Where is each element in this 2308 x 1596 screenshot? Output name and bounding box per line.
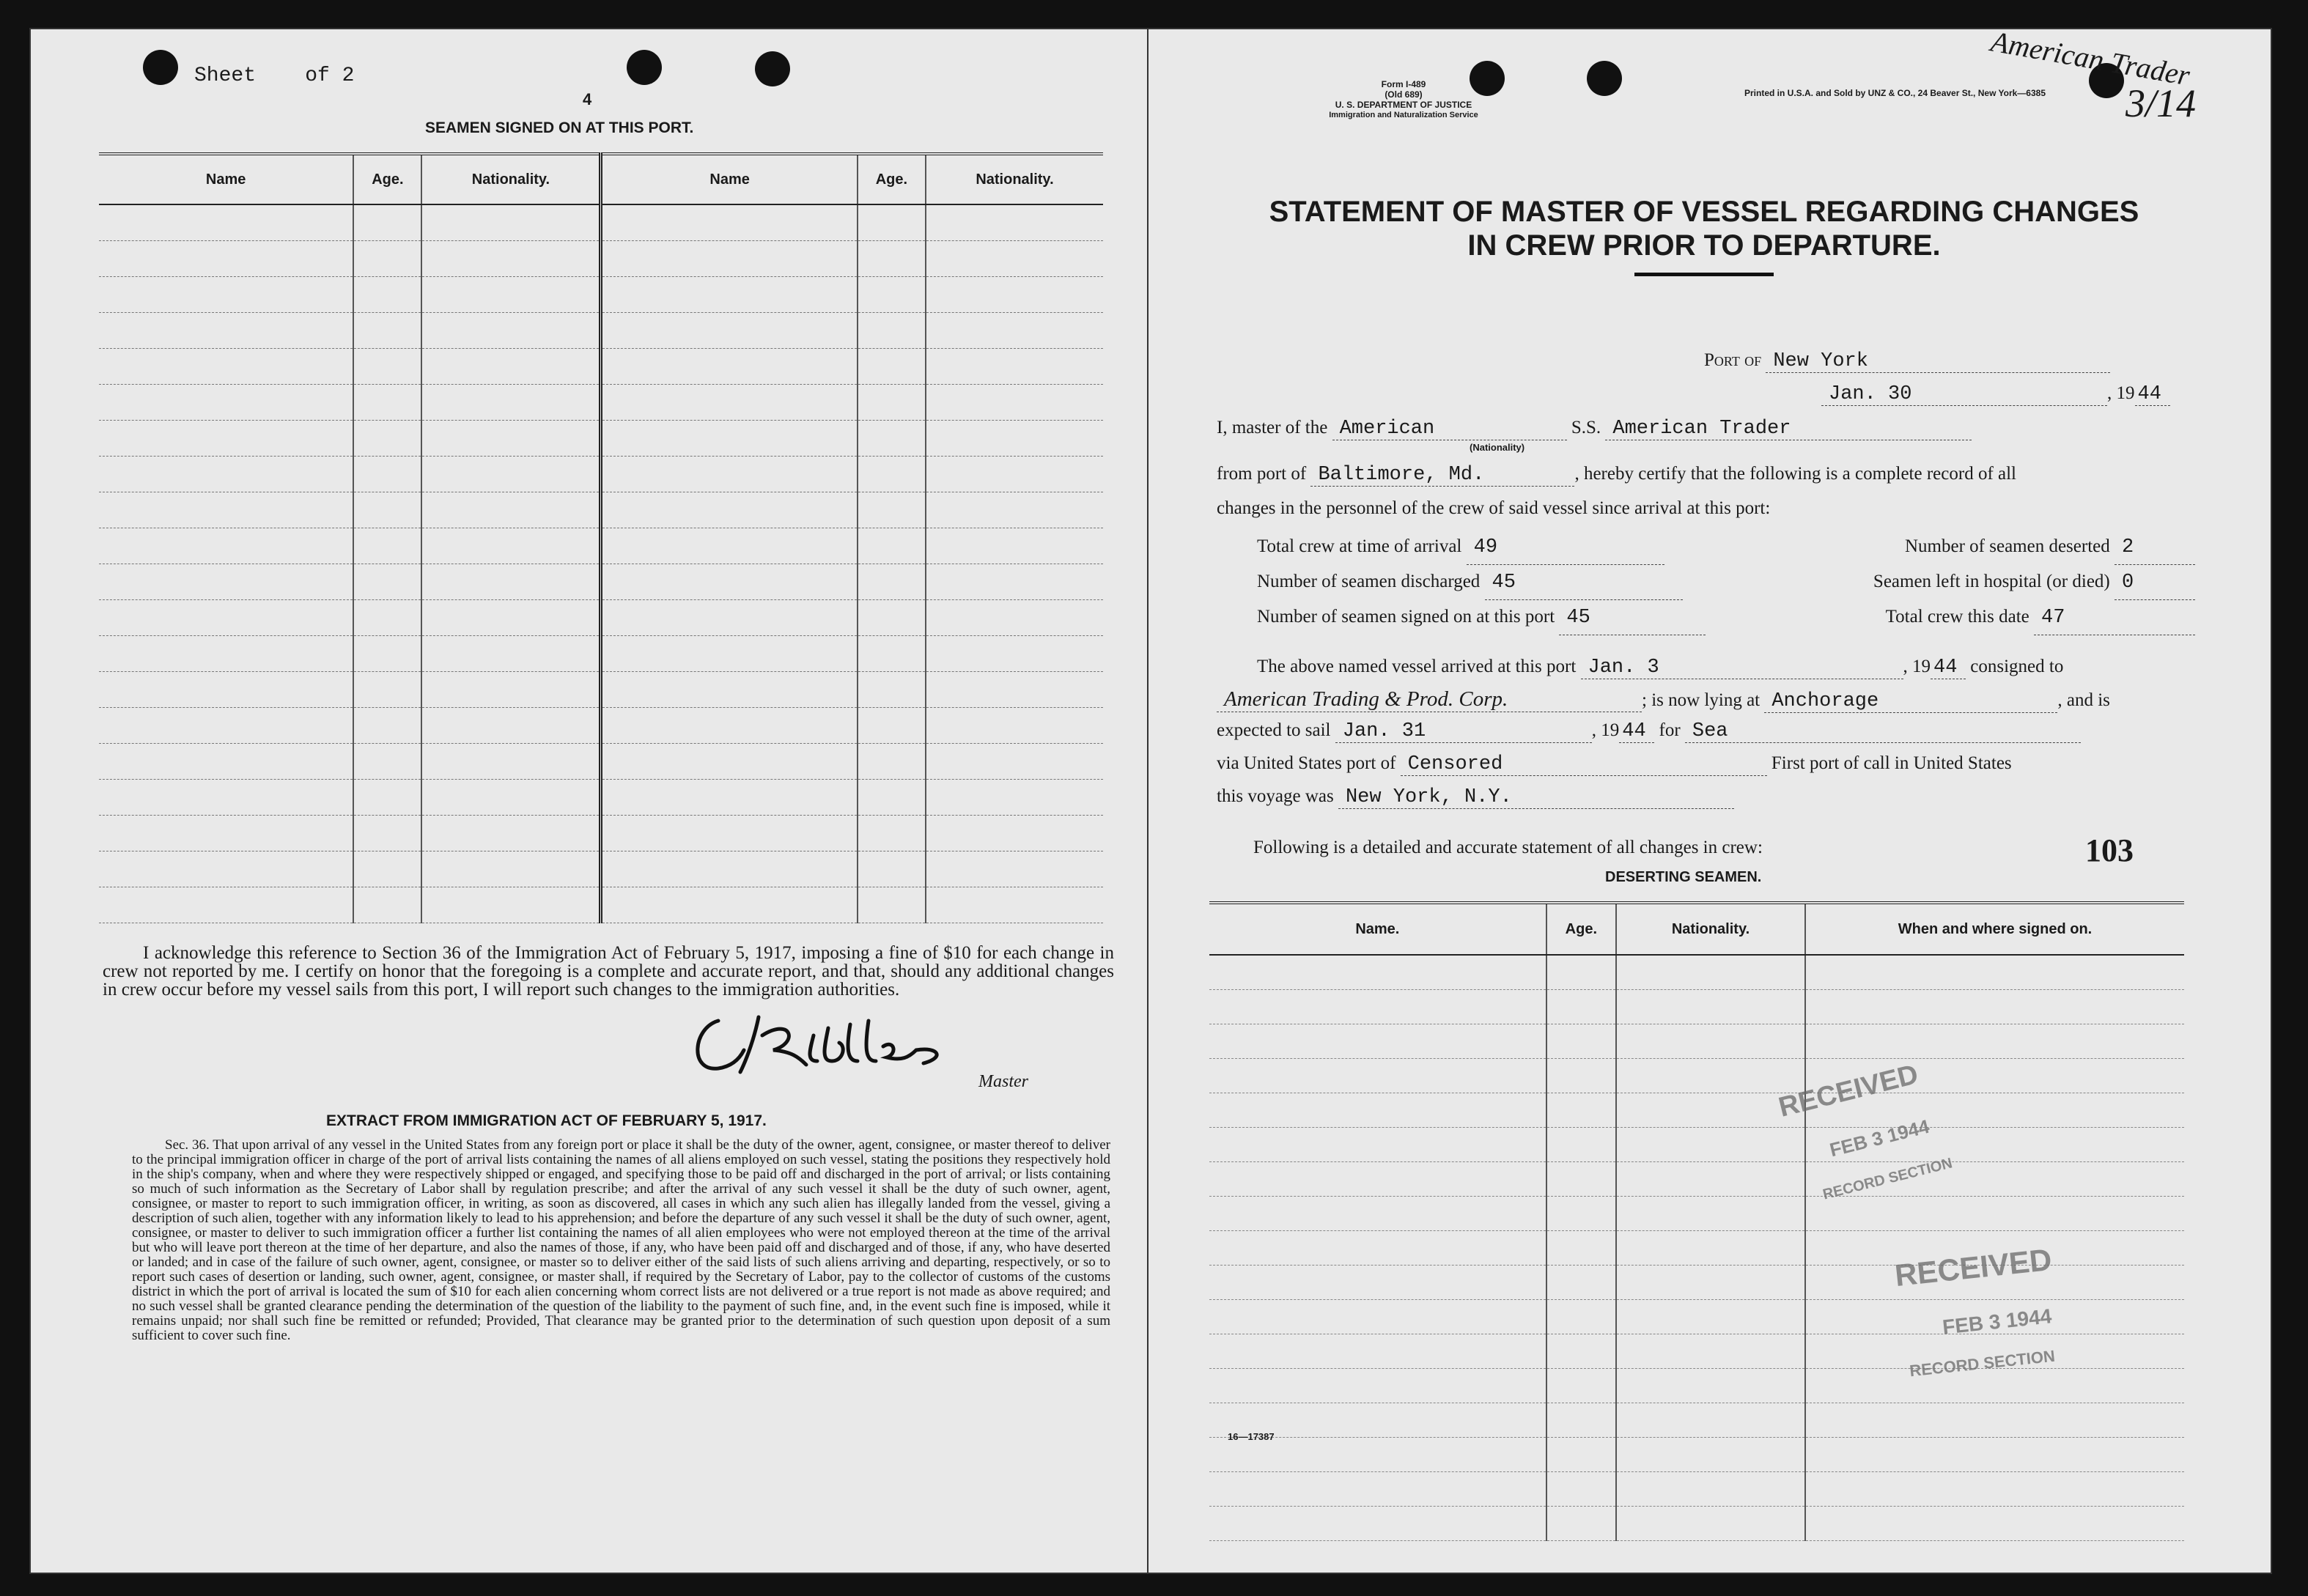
seaman-age <box>858 528 926 564</box>
seaman-name <box>601 241 858 277</box>
table-row <box>1209 1472 2184 1507</box>
page-number: 4 <box>583 90 592 108</box>
seaman-nationality <box>926 780 1103 816</box>
deserter-age <box>1546 1024 1616 1059</box>
consignee-line: American Trading & Prod. Corp. ; is now lying at Anchorage , and is <box>1217 687 2110 713</box>
received-stamp-date: FEB 3 1944 <box>1941 1304 2053 1339</box>
seaman-age <box>858 672 926 708</box>
seaman-age <box>858 457 926 492</box>
table-row <box>1209 1024 2184 1059</box>
deserting-seamen-table <box>1209 901 2184 1541</box>
seaman-nationality <box>421 636 601 672</box>
left-page <box>29 28 1151 1574</box>
seaman-name <box>99 241 353 277</box>
seaman-nationality <box>421 385 601 421</box>
table-row <box>99 313 1103 349</box>
deserter-nationality <box>1616 1403 1805 1438</box>
deserter-name <box>1209 1024 1546 1059</box>
seaman-name <box>601 313 858 349</box>
punch-hole <box>1587 61 1622 96</box>
deserter-name <box>1209 1369 1546 1403</box>
table-row <box>1209 1403 2184 1438</box>
deserter-age <box>1546 1369 1616 1403</box>
deserter-name <box>1209 1162 1546 1197</box>
seaman-name <box>601 887 858 923</box>
seaman-name <box>601 744 858 780</box>
table-row <box>99 277 1103 313</box>
deserter-name <box>1209 1231 1546 1266</box>
page-number-stamp: 103 <box>2085 832 2134 868</box>
seaman-nationality <box>926 600 1103 636</box>
seaman-nationality <box>421 887 601 923</box>
seaman-age <box>858 708 926 744</box>
deserter-nationality <box>1616 1059 1805 1093</box>
deserter-age <box>1546 1403 1616 1438</box>
deserter-nationality <box>1616 990 1805 1024</box>
extract-text: Sec. 36. That upon arrival of any vessel in the United States from any foreign port or place it shall be the duty of the owner, agent, consignee, or master thereof to deliver to the principal immigration officer in charge of the port of arrival lists containing the names of all aliens employed on such vessel, stating the positions they respectively hold in the ship's company, when and where they were respectively shipped or engaged, and specifying those to be paid off and discharged in the port of arrival; or lists containing so much of such information as the Secretary of Labor shall by regulation prescribe; and after the arrival of any such vessel it shall be the duty of such owner, agent, consignee, or master to report to such immigration officer, in writing, as soon as discovered, all cases in which any such alien has illegally landed from the vessel, giving a description of such alien, together with any information likely to lead to his apprehension; and before the departure of any such vessel it shall be the duty of such owner, agent, consignee, or master to deliver to such immigration officer a further list containing the names of all alien employees who were not employed thereon at the time of the arrival but who will leave port thereon at the time of her departure, and also the names of those, if any, who have been paid off and discharged and of those, if any, who have deserted or landed; and in case of the failure of such owner, agent, consignee, or master so to deliver either of the said lists of such aliens arriving and departing, respectively, or so to report such cases of desertion or landing, such owner, agent, consignee, or master shall, if required by the Secretary of Labor, pay to the collector of customs of the customs district in which the port of arrival is located the sum of $10 for each alien concerning whom correct lists are not delivered or a true report is not made as above required; and no such vessel shall be granted clearance pending the determination of the question of the liability to the payment of such fine, and, in the event such fine is imposed, while it remains unpaid; nor shall such fine be remitted or refunded; Provided, That clearance may be granted prior to the determination of such question upon deposit of a sum sufficient to cover such fine. <box>132 1137 1110 1343</box>
seaman-nationality <box>421 349 601 385</box>
table-row <box>99 708 1103 744</box>
deserter-signed-on <box>1805 1507 2184 1541</box>
seaman-nationality <box>421 492 601 528</box>
deserter-signed-on <box>1805 1438 2184 1472</box>
deserter-nationality <box>1616 1128 1805 1162</box>
seaman-nationality <box>926 349 1103 385</box>
seaman-nationality <box>421 241 601 277</box>
seaman-name <box>601 349 858 385</box>
table-row <box>99 492 1103 528</box>
seaman-name <box>601 564 858 600</box>
deserter-name <box>1209 1438 1546 1472</box>
table-row <box>99 636 1103 672</box>
seaman-name <box>99 887 353 923</box>
deserter-age <box>1546 1472 1616 1507</box>
seaman-age <box>353 492 421 528</box>
table-row <box>1209 955 2184 990</box>
seaman-name <box>601 636 858 672</box>
received-stamp: RECEIVED <box>1775 1059 1922 1123</box>
seaman-age <box>353 816 421 851</box>
col-header-name: Name <box>99 154 353 204</box>
table-row <box>1209 1059 2184 1093</box>
seaman-name <box>601 851 858 887</box>
seaman-age <box>353 204 421 241</box>
seaman-age <box>353 672 421 708</box>
table-row <box>99 564 1103 600</box>
col-header-nationality: Nationality. <box>926 154 1103 204</box>
seaman-nationality <box>421 744 601 780</box>
seaman-age <box>858 492 926 528</box>
deserter-age <box>1546 1334 1616 1369</box>
seaman-age <box>353 528 421 564</box>
table-row <box>1209 1093 2184 1128</box>
seaman-name <box>99 313 353 349</box>
crew-counts: Total crew at time of arrival 49 Number of seamen deserted 2 Number of seamen discharged 45 Seamen left in hospital (or died) 0 Number of seamen signed on at this port 45 Total crew this date 47 <box>1257 530 2195 635</box>
seaman-name <box>601 708 858 744</box>
col-header-age: Age. <box>1546 903 1616 955</box>
deserter-nationality <box>1616 1231 1805 1266</box>
corner-handwriting: American Trader <box>1988 24 2193 92</box>
seaman-age <box>353 708 421 744</box>
seaman-name <box>99 277 353 313</box>
seamen-signed-on-table <box>99 152 1103 923</box>
seaman-nationality <box>421 564 601 600</box>
seaman-nationality <box>926 708 1103 744</box>
acknowledgement-text: I acknowledge this reference to Section 36 of the Immigration Act of February 5, 1917, imposing a fine of $10 for each change in crew not reported by me. I certify on honor that the foregoing is a complete and accurate report, and that, should any additional changes in crew occur before my vessel sails from this port, I will report such changes to the immigration authorities. <box>103 943 1114 1000</box>
deserter-name <box>1209 1300 1546 1334</box>
seaman-nationality <box>421 708 601 744</box>
received-stamp: RECEIVED <box>1893 1241 2054 1293</box>
seaman-age <box>353 636 421 672</box>
seaman-age <box>858 564 926 600</box>
col-header-when-where: When and where signed on. <box>1805 903 2184 955</box>
seaman-nationality <box>421 816 601 851</box>
seaman-nationality <box>926 241 1103 277</box>
seaman-nationality <box>421 457 601 492</box>
seaman-name <box>99 385 353 421</box>
corner-number: 3/14 <box>2126 81 2197 125</box>
deserter-name <box>1209 1059 1546 1093</box>
deserter-nationality <box>1616 1507 1805 1541</box>
seaman-age <box>858 241 926 277</box>
seaman-nationality <box>926 744 1103 780</box>
deserter-signed-on <box>1805 1369 2184 1403</box>
seaman-age <box>353 564 421 600</box>
seaman-age <box>858 277 926 313</box>
table-row <box>99 672 1103 708</box>
seaman-nationality <box>926 672 1103 708</box>
seaman-age <box>353 851 421 887</box>
table-row <box>99 600 1103 636</box>
seaman-age <box>858 349 926 385</box>
deserter-signed-on <box>1805 1472 2184 1507</box>
received-stamp-sub: RECORD SECTION <box>1909 1346 2056 1381</box>
seaman-age <box>858 636 926 672</box>
seaman-age <box>858 744 926 780</box>
deserter-age <box>1546 1507 1616 1541</box>
table-row <box>99 349 1103 385</box>
port-of-line: Port of New York <box>1704 350 2110 373</box>
table-row <box>99 851 1103 887</box>
table-row <box>99 816 1103 851</box>
deserter-name <box>1209 1128 1546 1162</box>
col-header-age: Age. <box>858 154 926 204</box>
seaman-name <box>99 492 353 528</box>
changes-line: changes in the personnel of the crew of said vessel since arrival at this port: <box>1217 498 1771 518</box>
deserter-name <box>1209 1197 1546 1231</box>
deserter-name <box>1209 1266 1546 1300</box>
seaman-name <box>99 672 353 708</box>
title-rule <box>1634 273 1774 276</box>
deserter-signed-on <box>1805 990 2184 1024</box>
seaman-age <box>353 457 421 492</box>
seaman-age <box>353 313 421 349</box>
deserter-nationality <box>1616 1369 1805 1403</box>
seaman-nationality <box>926 636 1103 672</box>
from-port-line: from port of Baltimore, Md. , hereby certify that the following is a complete record of all <box>1217 464 2017 486</box>
deserter-name <box>1209 1507 1546 1541</box>
table-row <box>99 528 1103 564</box>
deserter-nationality <box>1616 955 1805 990</box>
table-row <box>99 780 1103 816</box>
footer-code: 16—17387 <box>1228 1431 1275 1442</box>
table-row <box>1209 1197 2184 1231</box>
deserter-name <box>1209 1334 1546 1369</box>
table-row <box>99 204 1103 241</box>
seaman-nationality <box>926 816 1103 851</box>
seaman-name <box>601 528 858 564</box>
seaman-nationality <box>926 492 1103 528</box>
punch-hole <box>627 50 662 85</box>
deserter-name <box>1209 1472 1546 1507</box>
seaman-name <box>601 457 858 492</box>
deserter-age <box>1546 1197 1616 1231</box>
seaman-age <box>858 204 926 241</box>
seaman-name <box>99 564 353 600</box>
deserter-signed-on <box>1805 1024 2184 1059</box>
deserter-nationality <box>1616 1334 1805 1369</box>
seaman-age <box>353 385 421 421</box>
seaman-age <box>858 385 926 421</box>
seaman-name <box>601 492 858 528</box>
seaman-nationality <box>421 600 601 636</box>
col-header-nationality: Nationality. <box>1616 903 1805 955</box>
seaman-nationality <box>926 385 1103 421</box>
sheet-indicator: Sheet of 2 <box>194 64 355 87</box>
master-signature <box>689 1006 967 1087</box>
printer-note: Printed in U.S.A. and Sold by UNZ & CO., 24 Beaver St., New York—6385 <box>1744 88 2046 98</box>
right-page <box>1147 24 2272 1574</box>
seaman-age <box>353 780 421 816</box>
seaman-nationality <box>421 277 601 313</box>
deserter-name <box>1209 990 1546 1024</box>
seaman-nationality <box>926 887 1103 923</box>
date-line: Jan. 30 , 19 44 <box>1821 383 2170 406</box>
seaman-name <box>99 708 353 744</box>
received-stamp-date: FEB 3 1944 <box>1827 1115 1932 1161</box>
voyage-line: this voyage was New York, N.Y. <box>1217 786 1734 809</box>
deserter-age <box>1546 1438 1616 1472</box>
seaman-name <box>99 816 353 851</box>
table-row <box>1209 1162 2184 1197</box>
table-row <box>99 385 1103 421</box>
deserter-name <box>1209 1093 1546 1128</box>
col-header-age: Age. <box>353 154 421 204</box>
deserting-title: DESERTING SEAMEN. <box>1605 869 1762 885</box>
seaman-name <box>99 528 353 564</box>
seaman-name <box>99 457 353 492</box>
deserter-age <box>1546 1300 1616 1334</box>
seaman-age <box>858 816 926 851</box>
seaman-age <box>353 241 421 277</box>
seaman-nationality <box>926 421 1103 457</box>
seaman-name <box>601 277 858 313</box>
seaman-nationality <box>926 851 1103 887</box>
punch-hole <box>755 51 790 86</box>
seaman-age <box>353 277 421 313</box>
table-row <box>99 744 1103 780</box>
seaman-name <box>99 204 353 241</box>
deserter-age <box>1546 1231 1616 1266</box>
seaman-nationality <box>926 564 1103 600</box>
deserter-age <box>1546 1093 1616 1128</box>
form-title: STATEMENT OF MASTER OF VESSEL REGARDING CHANGES IN CREW PRIOR TO DEPARTURE. <box>1269 196 2139 262</box>
deserter-name <box>1209 955 1546 990</box>
deserter-nationality <box>1616 1266 1805 1300</box>
seaman-name <box>601 816 858 851</box>
seaman-nationality <box>421 313 601 349</box>
seaman-nationality <box>421 204 601 241</box>
seaman-age <box>858 780 926 816</box>
deserter-nationality <box>1616 1162 1805 1197</box>
seaman-nationality <box>926 457 1103 492</box>
seaman-name <box>601 204 858 241</box>
table-row <box>1209 1507 2184 1541</box>
seaman-name <box>99 744 353 780</box>
col-header-name: Name <box>601 154 858 204</box>
seaman-nationality <box>926 204 1103 241</box>
via-line: via United States port of Censored First port of call in United States <box>1217 753 2012 775</box>
deserter-signed-on <box>1805 1403 2184 1438</box>
deserter-age <box>1546 990 1616 1024</box>
seaman-name <box>99 349 353 385</box>
col-header-nationality: Nationality. <box>421 154 601 204</box>
received-stamp-sub: RECORD SECTION <box>1821 1155 1954 1203</box>
seaman-nationality <box>421 851 601 887</box>
nationality-caption: (Nationality) <box>1470 442 1525 453</box>
table-row <box>1209 990 2184 1024</box>
deserter-age <box>1546 1059 1616 1093</box>
seaman-age <box>353 421 421 457</box>
seaman-name <box>601 672 858 708</box>
seaman-nationality <box>926 528 1103 564</box>
deserter-age <box>1546 1162 1616 1197</box>
following-text: Following is a detailed and accurate statement of all changes in crew: <box>1253 838 1763 857</box>
seaman-age <box>353 349 421 385</box>
table-row <box>99 887 1103 923</box>
deserter-signed-on <box>1805 1197 2184 1231</box>
seaman-age <box>353 887 421 923</box>
table-row <box>99 457 1103 492</box>
seaman-nationality <box>421 528 601 564</box>
seaman-nationality <box>421 421 601 457</box>
table-row <box>99 241 1103 277</box>
deserter-age <box>1546 1266 1616 1300</box>
table-row <box>1209 1438 2184 1472</box>
seaman-age <box>858 600 926 636</box>
deserter-age <box>1546 1128 1616 1162</box>
table-row <box>99 421 1103 457</box>
table-row <box>1209 1369 2184 1403</box>
seaman-name <box>99 780 353 816</box>
form-header: Form I-489 (Old 689) U. S. DEPARTMENT OF JUSTICE Immigration and Naturalization Service <box>1329 79 1478 119</box>
seaman-name <box>601 385 858 421</box>
deserter-nationality <box>1616 1472 1805 1507</box>
table-row <box>1209 1128 2184 1162</box>
seaman-name <box>99 851 353 887</box>
deserter-age <box>1546 955 1616 990</box>
seaman-name <box>99 636 353 672</box>
deserter-nationality <box>1616 1024 1805 1059</box>
seaman-age <box>858 421 926 457</box>
seaman-age <box>353 744 421 780</box>
deserter-signed-on <box>1805 955 2184 990</box>
deserter-nationality <box>1616 1438 1805 1472</box>
punch-hole <box>143 50 178 85</box>
seaman-nationality <box>421 672 601 708</box>
arrived-line: The above named vessel arrived at this port Jan. 3 , 19 44 consigned to <box>1257 657 2064 679</box>
seaman-nationality <box>926 313 1103 349</box>
extract-title: EXTRACT FROM IMMIGRATION ACT OF FEBRUARY 5, 1917. <box>326 1112 767 1129</box>
sail-line: expected to sail Jan. 31 , 19 44 for Sea <box>1217 720 2081 743</box>
seaman-nationality <box>421 780 601 816</box>
master-of-line: I, master of the American S.S. American Trader <box>1217 418 1972 440</box>
seaman-age <box>858 313 926 349</box>
seaman-name <box>99 600 353 636</box>
seaman-name <box>601 421 858 457</box>
master-label: Master <box>978 1072 1028 1091</box>
seaman-age <box>353 600 421 636</box>
seaman-age <box>858 887 926 923</box>
deserter-nationality <box>1616 1300 1805 1334</box>
section-title: SEAMEN SIGNED ON AT THIS PORT. <box>425 119 694 136</box>
seaman-name <box>601 780 858 816</box>
seaman-age <box>858 851 926 887</box>
seaman-nationality <box>926 277 1103 313</box>
col-header-name: Name. <box>1209 903 1546 955</box>
deserter-nationality <box>1616 1197 1805 1231</box>
seaman-name <box>601 600 858 636</box>
seaman-name <box>99 421 353 457</box>
